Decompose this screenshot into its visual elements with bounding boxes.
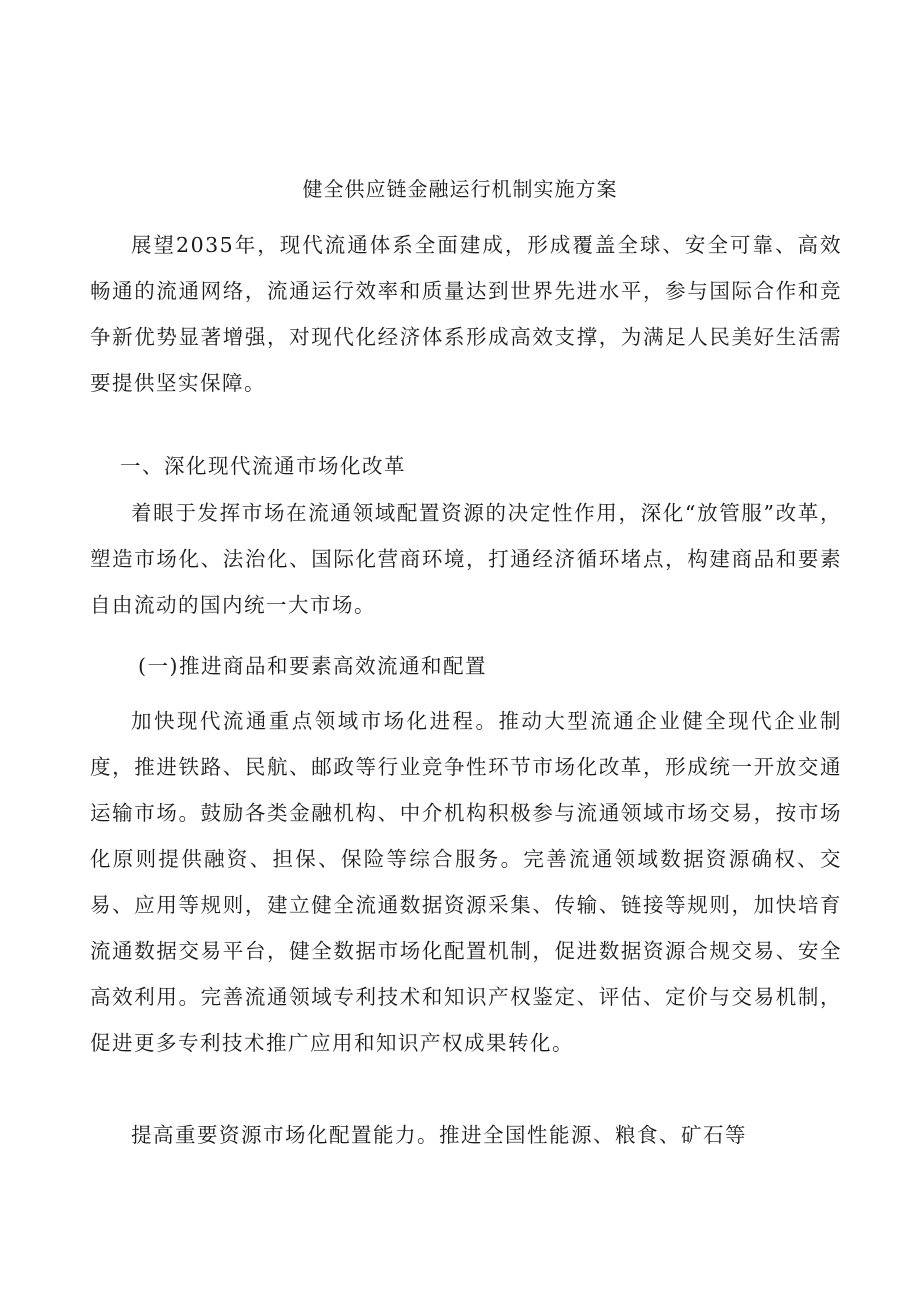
body-paragraph-continued: 提高重要资源市场化配置能力。推进全国性能源、粮食、矿石等 [131,1123,747,1147]
body-paragraph: 加快现代流通重点领域市场化进程。推动大型流通企业健全现代企业制度，推进铁路、民航、邮政等行业竞争性环节市场化改革，形成统一开放交通运输市场。鼓励各类金融机构、中介机构积极参与流通领域市场交易，按市场化原则提供融资、担保、保险等综合服务。完善流通领域数据资源确权、交易、应用等规则，建立健全流通数据资源采集、传输、链接等规则，加快培育流通数据交易平台，健全数据市场化配置机制，促进数据资源合规交易、安全高效利用。完善流通领域专利技术和知识产权鉴定、评估、定价与交易机制，促进更多专利技术推广应用和知识产权成果转化。 [90,709,842,1055]
intro-paragraph: 展望2035年，现代流通体系全面建成，形成覆盖全球、安全可靠、高效畅通的流通网络，流通运行效率和质量达到世界先进水平，参与国际合作和竞争新优势显著增强，对现代化经济体系形成高效支撑，为满足人民美好生活需要提供坚实保障。 [90,233,842,395]
section-paragraph: 着眼于发挥市场在流通领域配置资源的决定性作用，深化“放管服”改革，塑造市场化、法治化、国际化营商环境，打通经济循环堵点，构建商品和要素自由流动的国内统一大市场。 [90,501,842,617]
subsection-heading: (一)推进商品和要素高效流通和配置 [138,654,487,678]
document-title: 健全供应链金融运行机制实施方案 [302,177,618,201]
section-heading: 一、深化现代流通市场化改革 [120,454,406,478]
